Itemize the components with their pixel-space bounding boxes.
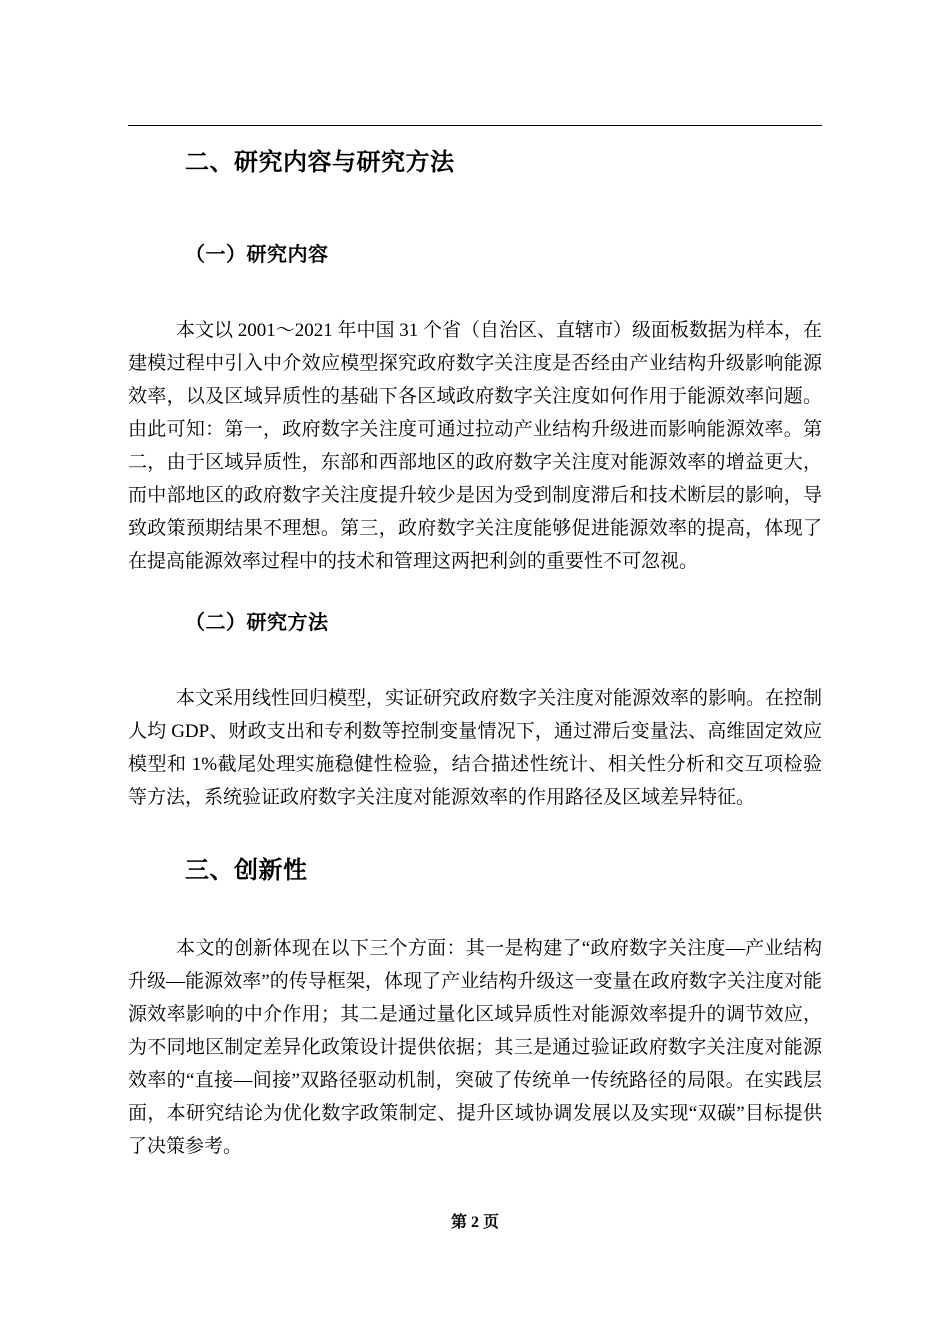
subsection-heading-research-method: （二）研究方法 — [185, 612, 329, 634]
subsection-heading-research-content: （一）研究内容 — [185, 244, 329, 266]
paragraph-research-method: 本文采用线性回归模型，实证研究政府数字关注度对能源效率的影响。在控制人均 GDP、财政支出和专利数等控制变量情况下，通过滞后变量法、高维固定效应模型和 1%截尾处理实施稳健性检验，结合描述性统计、相关性分析和交互项检验等方法，系统验证政府数字关注度对能源效率的作用路径及区域差异特征。 — [128, 688, 823, 808]
paragraph-research-content: 本文以 2001～2021 年中国 31 个省（自治区、直辖市）级面板数据为样本，在建模过程中引入中介效应模型探究政府数字关注度是否经由产业结构升级影响能源效率，以及区域异质性的基础下各区域政府数字关注度如何作用于能源效率问题。由此可知：第一，政府数字关注度可通过拉动产业结构升级进而影响能源效率。第二，由于区域异质性，东部和西部地区的政府数字关注度对能源效率的增益更大，而中部地区的政府数字关注度提升较少是因为受到制度滞后和技术断层的影响，导致政策预期结果不理想。第三，政府数字关注度能够促进能源效率的提高，体现了在提高能源效率过程中的技术和管理这两把利剑的重要性不可忽视。 — [128, 320, 823, 572]
page-number: 第 2 页 — [450, 1214, 499, 1231]
section-heading-innovation: 三、创新性 — [185, 857, 308, 884]
section-heading-research: 二、研究内容与研究方法 — [185, 149, 455, 176]
document-page — [128, 0, 822, 1163]
header-divider — [128, 125, 822, 126]
paragraph-innovation: 本文的创新体现在以下三个方面：其一是构建了“政府数字关注度—产业结构升级—能源效率”的传导框架，体现了产业结构升级这一变量在政府数字关注度对能源效率影响的中介作用；其二是通过量化区域异质性对能源效率提升的调节效应，为不同地区制定差异化政策设计提供依据；其三是通过验证政府数字关注度对能源效率的“直接—间接”双路径驱动机制，突破了传统单一传统路径的局限。在实践层面，本研究结论为优化数字政策制定、提升区域协调发展以及实现“双碳”目标提供了决策参考。 — [128, 938, 822, 1157]
